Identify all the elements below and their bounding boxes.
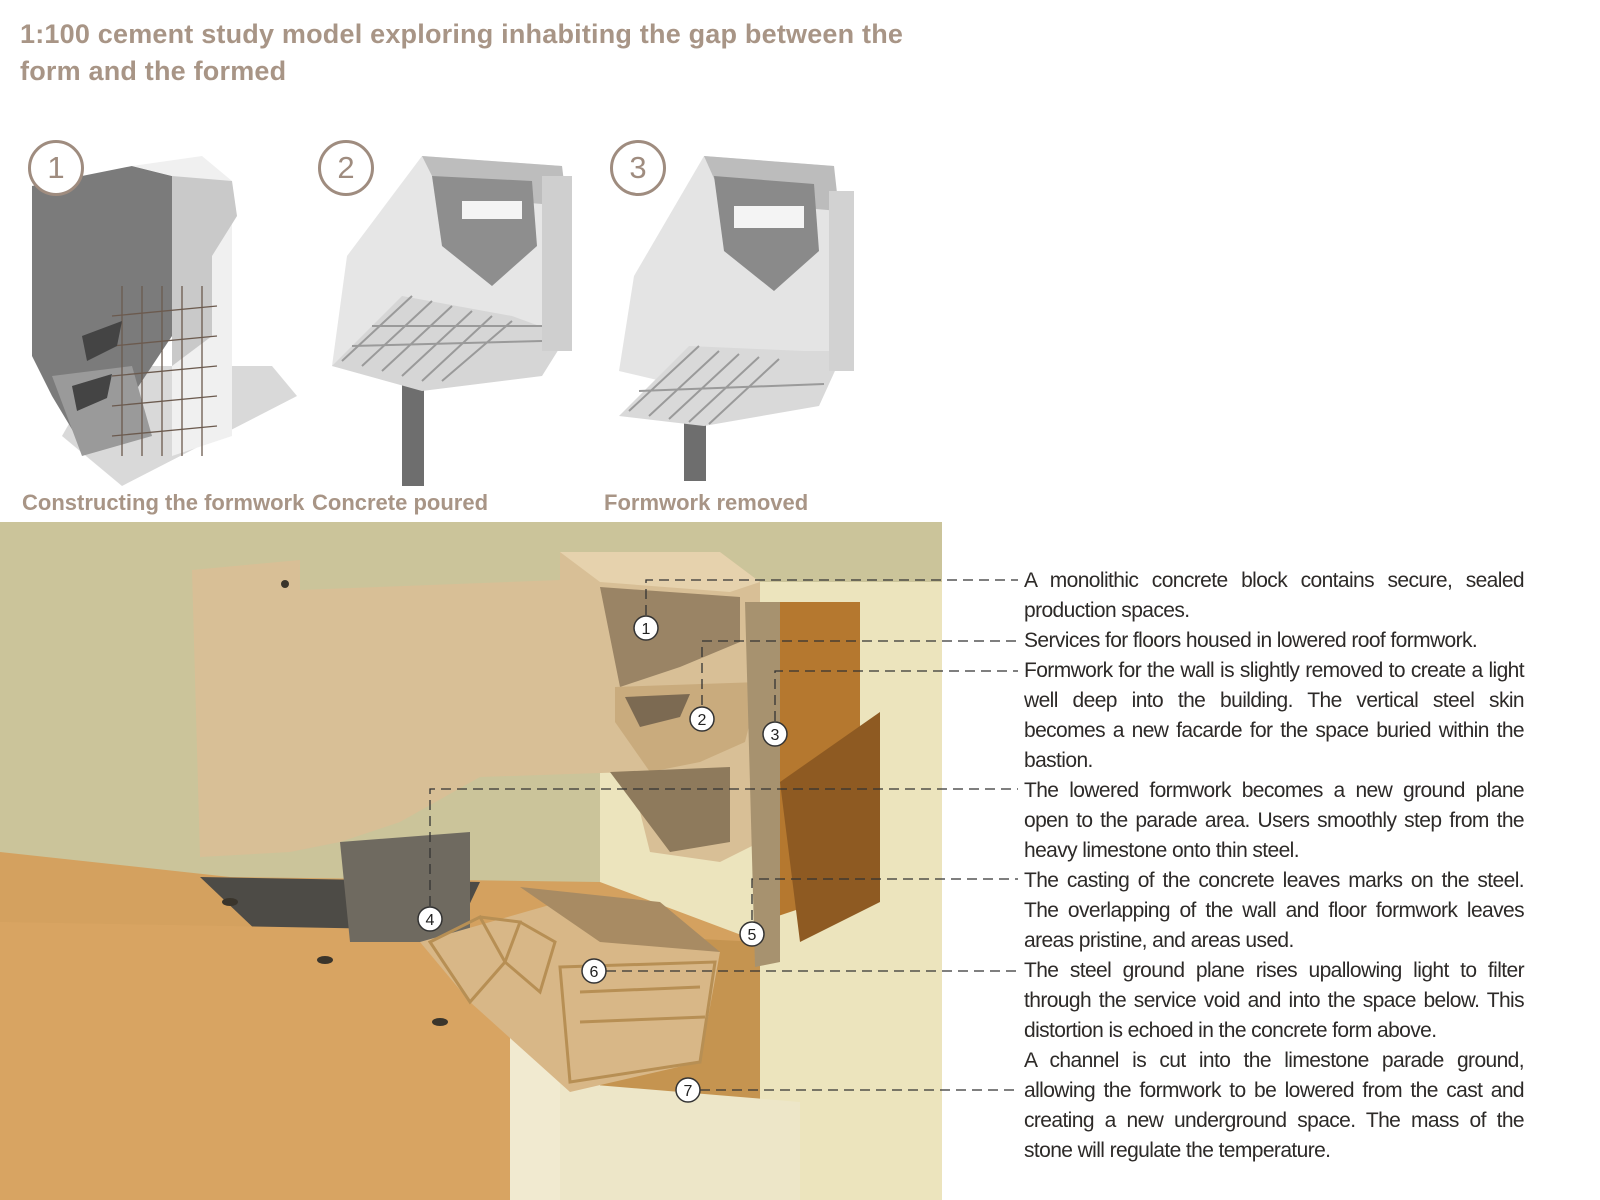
step-number-badge: 1 — [28, 140, 84, 196]
model-photograph — [0, 522, 942, 1200]
svg-text:2: 2 — [697, 712, 707, 729]
svg-text:1: 1 — [641, 621, 651, 638]
step-number-badge: 3 — [610, 140, 666, 196]
svg-text:3: 3 — [770, 727, 780, 744]
note-1: A monolithic concrete block contains secure, sealed production spaces. — [1024, 569, 1524, 622]
svg-text:6: 6 — [589, 964, 599, 981]
marker-7-icon — [676, 1078, 700, 1102]
page-title: 1:100 cement study model exploring inhabiting the gap between the form and the formed — [20, 19, 904, 86]
step-caption: Concrete poured — [312, 490, 489, 515]
step-2-panel — [312, 136, 602, 516]
marker-5-icon — [740, 922, 764, 946]
step-number-badge: 2 — [318, 140, 374, 196]
svg-text:5: 5 — [747, 927, 757, 944]
note-7: A channel is cut into the limestone parade ground, allowing the formwork to be lowered from the cast and creating a new underground space. The mass of the stone will regulate the temperature. — [1024, 1049, 1524, 1162]
note-6: The steel ground plane rises upallowing light to filter through the service void and into the space below. This distortion is echoed in the concrete form above. — [1024, 959, 1524, 1042]
marker-6-icon — [582, 959, 606, 983]
marker-4-icon — [418, 907, 442, 931]
step-1-panel — [22, 136, 312, 516]
marker-2-icon — [690, 707, 714, 731]
marker-1-icon — [634, 616, 658, 640]
note-2: Services for floors housed in lowered roof formwork. — [1024, 629, 1478, 652]
note-4: The lowered formwork becomes a new ground plane open to the parade area. Users smoothly step from the heavy limestone onto thin steel. — [1024, 779, 1524, 862]
step-caption: Constructing the formwork — [22, 490, 305, 515]
note-5: The casting of the concrete leaves marks on the steel. The overlapping of the wall and floor formwork leaves areas pristine, and areas used. — [1024, 869, 1524, 952]
marker-3-icon — [763, 722, 787, 746]
note-3: Formwork for the wall is slightly removed to create a light well deep into the building. The vertical steel skin becomes a new facarde for the space buried within the bastion. — [1024, 659, 1524, 772]
svg-text:4: 4 — [425, 912, 435, 929]
step-caption: Formwork removed — [604, 490, 809, 515]
svg-text:7: 7 — [683, 1083, 693, 1100]
step-3-panel — [604, 136, 894, 516]
